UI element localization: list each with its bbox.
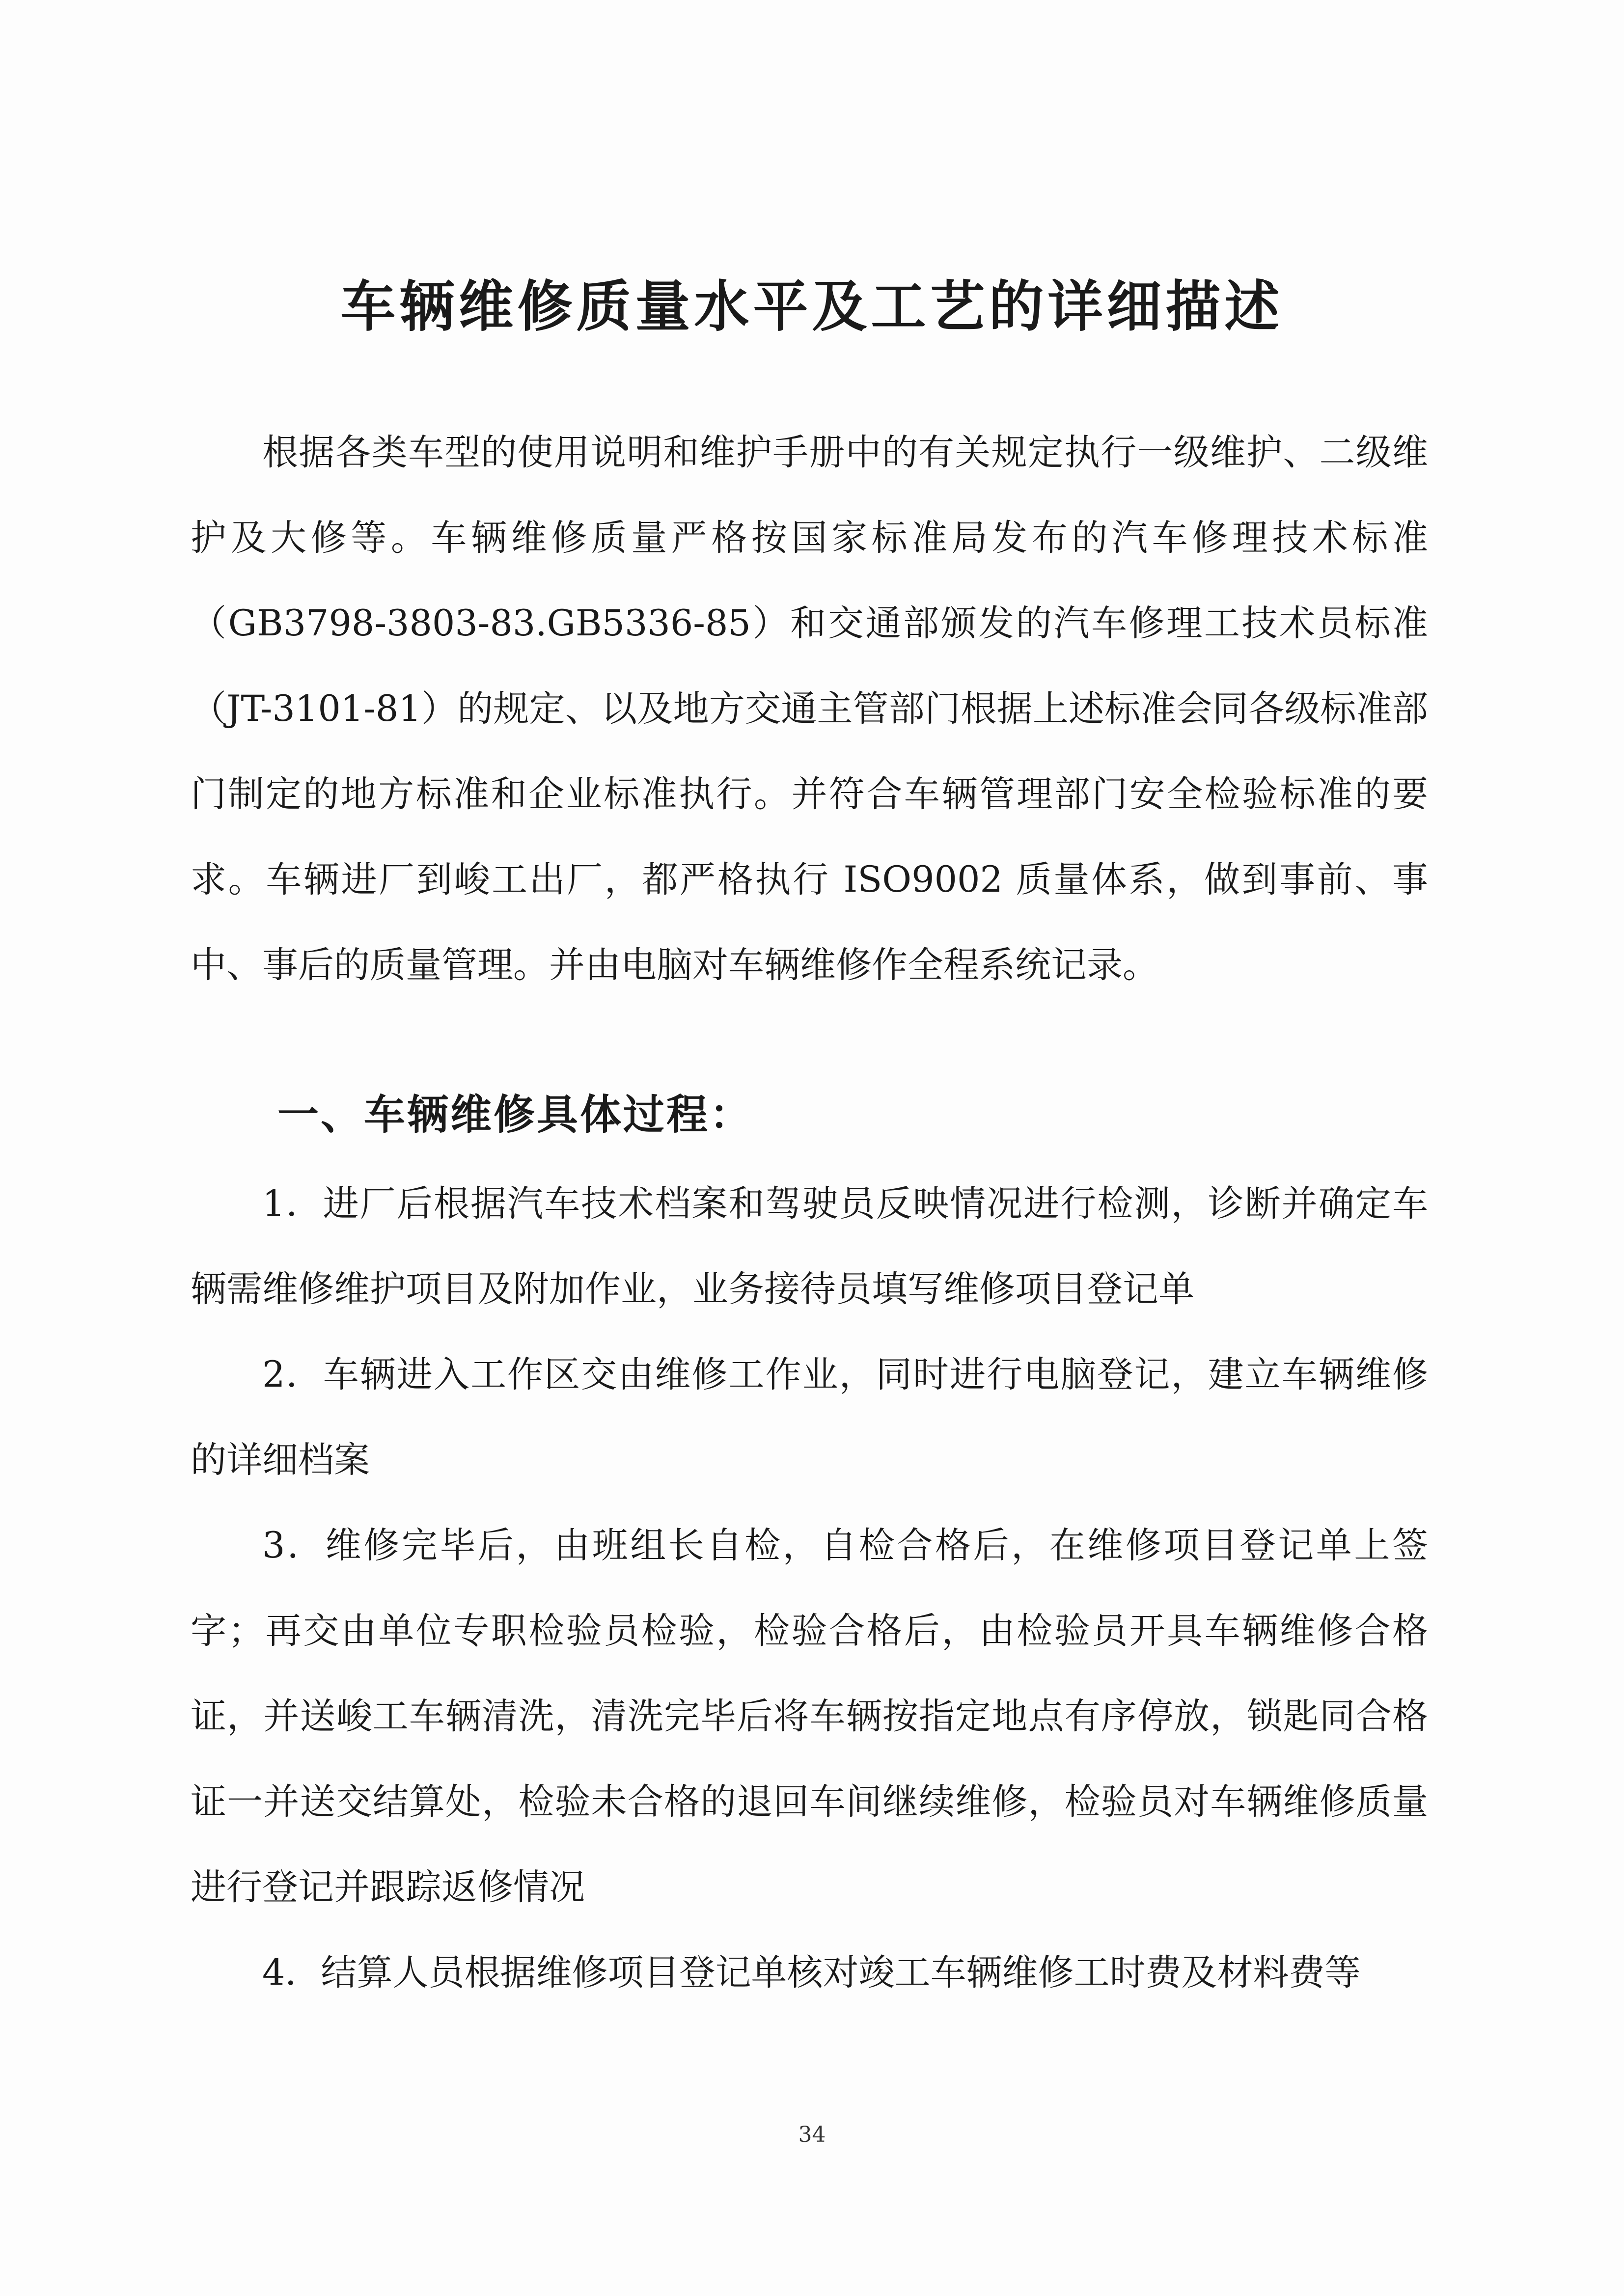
page-number: 34 (798, 2122, 826, 2147)
section-heading: 一、车辆维修具体过程： (277, 1091, 753, 1139)
process-steps (191, 1161, 1428, 2016)
page-title: 车辆维修质量水平及工艺的详细描述 (340, 275, 1284, 339)
step-1-paragraph: 1．进厂后根据汽车技术档案和驾驶员反映情况进行检测，诊断并确定车辆需维修维护项目及附加作业，业务接待员填写维修项目登记单 (191, 1183, 1428, 1310)
intro-paragraph: 根据各类车型的使用说明和维护手册中的有关规定执行一级维护、二级维护及大修等。车辆维修质量严格按国家标准局发布的汽车修理技术标准（GB3798-3803-83.GB5336-85）和交通部颁发的汽车修理工技术员标准（JT-3101-81）的规定、以及地方交通主管部门根据上述标准会同各级标准部门制定的地方标准和企业标准执行。并符合车辆管理部门安全检验标准的要求。车辆进厂到峻工出厂，都严格执行 ISO9002 质量体系，做到事前、事中、事后的质量管理。并由电脑对车辆维修作全程系统记录。 (191, 432, 1428, 986)
step-3-paragraph: 3．维修完毕后，由班组长自检，自检合格后，在维修项目登记单上签字；再交由单位专职检验员检验，检验合格后，由检验员开具车辆维修合格证，并送峻工车辆清洗，清洗完毕后将车辆按指定地点有序停放，锁匙同合格证一并送交结算处，检验未合格的退回车间继续维修，检验员对车辆维修质量进行登记并跟踪返修情况 (191, 1525, 1428, 1908)
step-2-paragraph: 2．车辆进入工作区交由维修工作业，同时进行电脑登记，建立车辆维修的详细档案 (191, 1354, 1428, 1481)
step-4-paragraph: 4．结算人员根据维修项目登记单核对竣工车辆维修工时费及材料费等 (262, 1952, 1361, 1994)
